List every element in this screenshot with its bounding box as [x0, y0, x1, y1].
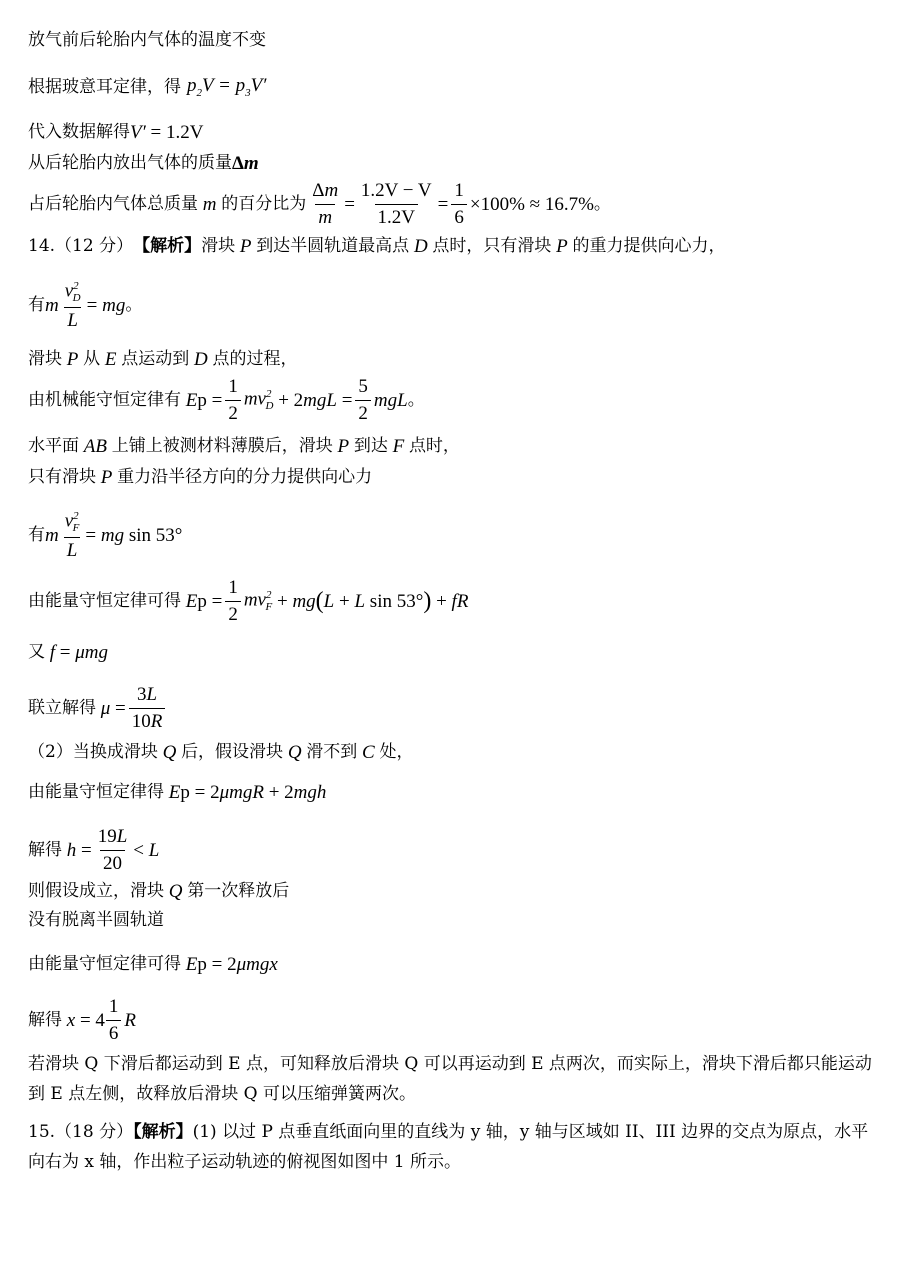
fraction: $\frac{1}{6}$ [451, 180, 467, 229]
text-line: 放气前后轮胎内气体的温度不变 [28, 30, 266, 50]
text-line: 由机械能守恒定律有 E p = $\frac{1}{2}$ $mv^2_D$ + 2 mgL = $\frac{5}{2}$ mgL 。 [28, 376, 425, 424]
fraction: $\frac{1.2V - V}{1.2V}$ [360, 180, 432, 228]
text-line: 有 m $\frac{v^2_D}{L}$ = mg 。 [28, 280, 143, 331]
text-line: 又 f = μmg [28, 642, 109, 663]
text-line: 有 m $\frac{v^2_F}{L}$ = mg sin 53° [28, 510, 183, 561]
fraction: $\frac{v^2_D}{L}$ [64, 280, 81, 331]
text-line: 联立解得 μ = $\frac{3L}{10R}$ [28, 684, 168, 733]
text-line: 滑块 P 从 E 点运动到 D 点的过程， [28, 349, 298, 370]
fraction: $\frac{\Delta m}{m}$ [312, 180, 339, 228]
text-line: 解得 h = $\frac{19L}{20}$ < L [28, 826, 160, 874]
paragraph: 若滑块 Q 下滑后都运动到 E 点，可知释放后滑块 Q 可以再运动到 E 点两次，而实际上，滑块下滑后都只能运动到 E 点左侧，故释放后滑块 Q 可以压缩弹簧两次。 [28, 1054, 872, 1104]
text-line: 占后轮胎内气体总质量 m 的百分比为 $\frac{\Delta m}{m}$ = $\frac{1.2V - V}{1.2V}$ = $\frac{1}{6}$ ×100% ≈ 16.7% 。 [28, 180, 611, 228]
text-line: 代入数据解得 V′ = 1.2V [28, 122, 204, 143]
text-line: 根据玻意耳定律，得 $p_2V = p_3V'$ [28, 75, 267, 99]
text-line: 由能量守恒定律可得 E p = $\frac{1}{2}$ $mv^2_F$ + mg ( L + L sin 53° ) + fR [28, 577, 469, 625]
formula: $p_2V = p_3V'$ [187, 75, 267, 99]
text-line: 由能量守恒定律得 E p = 2 μmgR + 2 mgh [28, 782, 327, 803]
text-line: （2）当换成滑块 Q 后，假设滑块 Q 滑不到 C 处， [28, 742, 414, 763]
text-line: 由能量守恒定律可得 E p = 2 μmgx [28, 954, 278, 975]
text-line: 解得 x = 4 $\frac{1}{6}$ R [28, 996, 137, 1044]
question-heading: 15.（18 分）【解析】(1) 以过 P 点垂直纸面向里的直线为 y 轴，y 轴与区域如 II、III 边界的交点为原点，水平向右为 x 轴，作出粒子运动轨迹的俯视图如图中 1 所示。 [28, 1122, 869, 1172]
text-line: 从后轮胎内放出气体的质量 Δ m [28, 153, 259, 174]
text-line: 没有脱离半圆轨道 [28, 910, 164, 930]
question-heading: 14.（12 分） 【解析】 滑块 P 到达半圆轨道最高点 D 点时，只有滑块 P 的重力提供向心力， [28, 236, 726, 257]
text-line: 只有滑块 P 重力沿半径方向的分力提供向心力 [28, 467, 373, 488]
text-line: 水平面 AB 上铺上被测材料薄膜后，滑块 P 到达 F 点时， [28, 436, 460, 457]
text-line: 则假设成立，滑块 Q 第一次释放后 [28, 881, 290, 902]
